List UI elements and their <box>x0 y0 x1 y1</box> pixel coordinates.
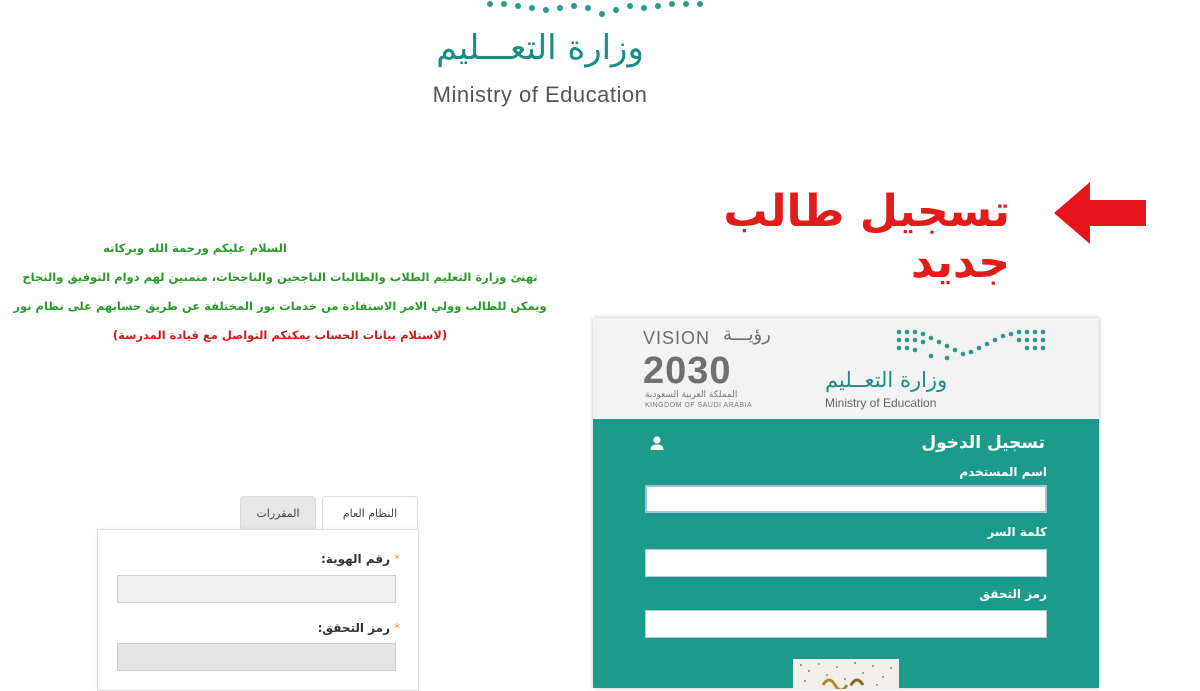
captcha-code-label <box>120 621 400 635</box>
greeting-line: ويمكن للطالب وولي الامر الاستفادة من خدمات نور المختلفة عن طريق حسابهم على نظام نور <box>13 299 547 313</box>
greeting-line: تهنئ وزارة التعليم الطلاب والطالبات الناجحين والناجحات، متمنين لهم دوام التوفيق والنجاح <box>22 270 538 284</box>
username-input[interactable] <box>645 485 1047 513</box>
ministry-logo-dots-icon <box>893 326 1053 366</box>
greeting-note: (لاستلام بيانات الحساب يمكنكم التواصل مع قيادة المدرسة) <box>112 328 448 342</box>
vision-text-ar: رؤيـــة <box>723 324 771 345</box>
greeting-line: السلام عليكم ورحمة الله وبركاته <box>103 241 287 255</box>
card-ministry-name-english: Ministry of Education <box>825 396 937 410</box>
greeting-message <box>0 234 560 350</box>
password-input[interactable] <box>645 549 1047 577</box>
password-label: كلمة السر <box>987 525 1047 539</box>
id-number-input[interactable] <box>117 575 396 603</box>
id-number-label-text: رقم الهوية: <box>321 552 390 566</box>
captcha-code-input[interactable] <box>117 643 396 671</box>
login-card <box>593 318 1099 688</box>
login-title: تسجيل الدخول <box>921 433 1045 453</box>
captcha-image <box>793 659 899 689</box>
tab-general-system[interactable]: النظام العام <box>322 496 418 531</box>
required-mark: * <box>394 552 400 566</box>
ministry-name-arabic: وزارة التعـــليم <box>436 28 644 68</box>
login-card-header <box>593 318 1099 419</box>
user-icon <box>649 435 665 451</box>
required-mark: * <box>394 621 400 635</box>
vision-year: 2030 <box>643 350 732 392</box>
captcha-label: رمز التحقق <box>979 587 1047 601</box>
student-form-panel <box>97 529 419 691</box>
vision-text-en: VISION <box>643 328 711 348</box>
left-arrow-icon <box>1052 178 1148 248</box>
page-heading: تسجيل طالب جديد <box>723 186 1010 288</box>
card-ministry-name-arabic: وزارة التعــليم <box>825 368 948 392</box>
username-label: اسم المستخدم <box>959 465 1047 479</box>
ksa-name-english: KINGDOM OF SAUDI ARABIA <box>645 402 753 409</box>
ministry-name-english: Ministry of Education <box>432 82 648 107</box>
ministry-logo-dots-icon <box>470 0 730 24</box>
tab-courses[interactable]: المقررات <box>240 496 316 530</box>
form-tabs <box>240 496 418 530</box>
captcha-input[interactable] <box>645 610 1047 638</box>
login-card-body <box>593 419 1099 688</box>
id-number-label <box>120 552 400 566</box>
captcha-code-label-text: رمز التحقق: <box>317 621 390 635</box>
ksa-name-arabic: المملكة العربية السعودية <box>645 390 738 400</box>
